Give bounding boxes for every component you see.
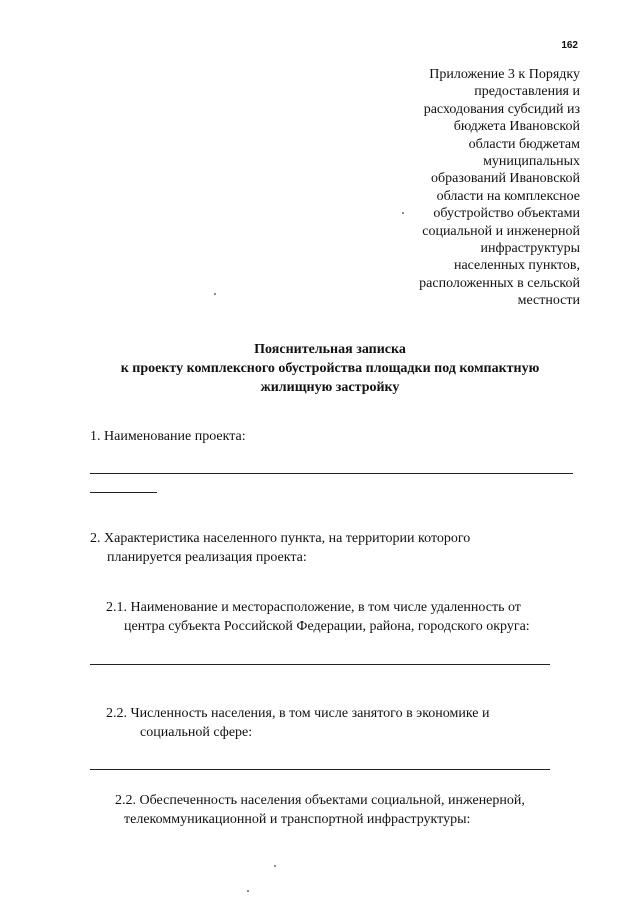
appendix-note: [330, 66, 580, 310]
appendix-line: образований Ивановской: [431, 171, 580, 187]
appendix-line: расходования субсидий из: [423, 101, 580, 117]
section-2-1-line1: 2.1. Наименование и месторасположение, в том числе удаленность от: [106, 600, 521, 615]
section-2-2-line1: 2.2. Численность населения, в том числе занятого в экономике и: [106, 706, 490, 721]
appendix-line: инфраструктуры: [480, 241, 580, 257]
appendix-line: расположенных в сельской: [419, 275, 580, 291]
appendix-line: области бюджетам: [468, 136, 580, 152]
section-1-label: 1. Наименование проекта:: [90, 429, 246, 444]
appendix-line: обустройство объектами: [433, 206, 580, 222]
scan-speck: [402, 212, 404, 214]
document-title: [70, 340, 590, 397]
appendix-line: муниципальных: [483, 154, 580, 170]
appendix-line: бюджета Ивановской: [453, 119, 580, 135]
section-2-2b-line2: телекоммуникационной и транспортной инфраструктуры:: [124, 812, 471, 827]
page-number: 162: [561, 40, 578, 51]
scan-speck: [247, 890, 249, 892]
section-1-blank-line-short: [90, 492, 157, 493]
title-line: Пояснительная записка: [254, 342, 406, 357]
section-2-2b-line1: 2.2. Обеспеченность населения объектами социальной, инженерной,: [115, 793, 525, 808]
appendix-line: Приложение 3 к Порядку: [429, 67, 580, 82]
title-line: жилищную застройку: [260, 380, 400, 395]
title-line: к проекту комплексного обустройства площадки под компактную: [120, 361, 540, 376]
appendix-line: населенных пунктов,: [453, 258, 580, 274]
appendix-line: области на комплексное: [436, 188, 580, 204]
section-2-2-blank-line: [90, 769, 550, 770]
appendix-line: социальной и инженерной: [422, 223, 580, 239]
appendix-line: местности: [517, 293, 580, 309]
appendix-line: предоставления и: [474, 84, 580, 100]
scan-speck: [214, 293, 216, 295]
section-2-2-line2: социальной сфере:: [140, 725, 253, 740]
section-2-1-line2: центра субъекта Российской Федерации, района, городского округа:: [124, 619, 530, 634]
section-2-1-blank-line: [90, 664, 550, 665]
scan-speck: [274, 865, 276, 867]
section-2-heading-line2: планируется реализация проекта:: [107, 550, 307, 565]
section-2-heading-line1: 2. Характеристика населенного пункта, на территории которого: [90, 531, 471, 546]
section-1-blank-line: [90, 473, 573, 474]
